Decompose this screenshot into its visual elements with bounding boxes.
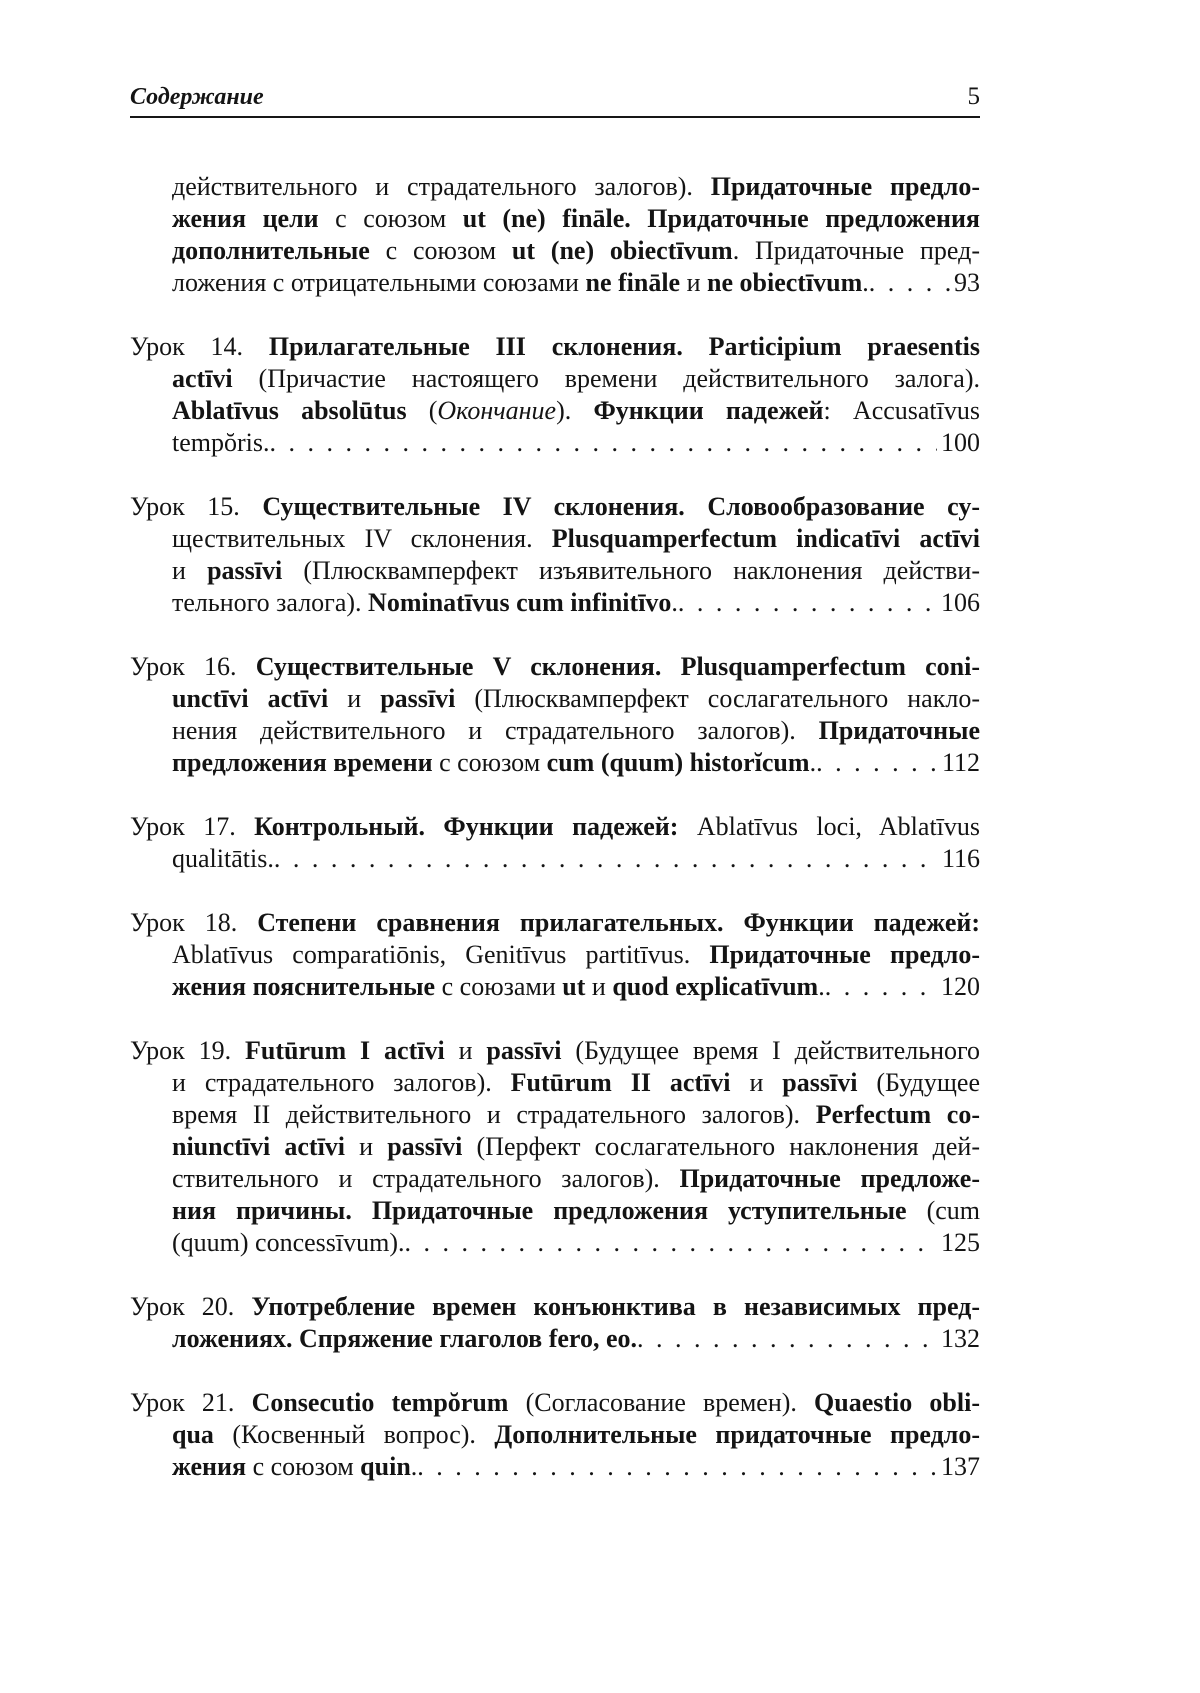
toc-line (130, 651, 980, 683)
lesson-label: Урок 14. (130, 332, 244, 361)
dot-leader (417, 1451, 937, 1483)
toc-bold-text: ne obiectīvum (707, 268, 863, 297)
toc-line-text (172, 267, 869, 299)
table-of-contents (130, 171, 980, 1515)
toc-text: ществительных IV склонения. (172, 524, 552, 553)
toc-bold-text: Контрольный. Функции падежей: (254, 812, 679, 841)
toc-entry (130, 1387, 980, 1483)
toc-line (130, 395, 980, 427)
toc-line (130, 1035, 980, 1067)
toc-text: и (328, 684, 381, 713)
toc-text: (Косвенный вопрос). (213, 1420, 495, 1449)
toc-line-text (172, 1451, 417, 1483)
toc-bold-text: passīvi (380, 684, 456, 713)
toc-text: (Плюсквамперфект изъявительного наклонения действи- (282, 556, 980, 585)
toc-bold-text: Придаточные предложе- (679, 1164, 980, 1193)
dot-leader (869, 267, 950, 299)
toc-bold-text: niunctīvi actīvi (172, 1132, 346, 1161)
toc-bold-text: passīvi (387, 1132, 463, 1161)
toc-text: Ablatīvus comparatiōnis, Genitīvus partitīvus. (172, 940, 710, 969)
toc-text: . (862, 268, 869, 297)
toc-text: ложения с отрицательными союзами (172, 268, 586, 297)
toc-page-number: 106 (941, 588, 980, 617)
toc-text: : Accusatīvus (823, 396, 980, 425)
toc-text: тельного залога). (172, 588, 369, 617)
toc-line (130, 1067, 980, 1099)
toc-text: и (585, 972, 613, 1001)
running-header (130, 80, 980, 118)
toc-text: и (680, 268, 708, 297)
toc-bold-text: cum (quum) historĭcum (546, 748, 810, 777)
toc-line (130, 331, 980, 363)
toc-line (130, 491, 980, 523)
toc-text: . (671, 588, 678, 617)
toc-text: ствительного и страдательного залогов). (172, 1164, 680, 1193)
toc-line (130, 1419, 980, 1451)
toc-entry (130, 1035, 980, 1259)
toc-bold-text: passīvi (207, 556, 283, 585)
dot-leader (274, 843, 938, 875)
toc-bold-text: actīvi (172, 364, 233, 393)
toc-line (130, 203, 980, 235)
toc-line (130, 1387, 980, 1419)
toc-line (130, 715, 980, 747)
toc-text: с союзами (435, 972, 563, 1001)
dot-leader (678, 587, 937, 619)
toc-text: (cum (906, 1196, 980, 1225)
toc-line (130, 171, 980, 203)
toc-text: нения действительного и страдательного залогов). (172, 716, 819, 745)
toc-text: с союзом (246, 1452, 361, 1481)
dot-leader (270, 427, 938, 459)
toc-entry (130, 1291, 980, 1355)
toc-text: (Перфект сослагательного наклонения дей- (462, 1132, 980, 1161)
toc-bold-text: Придаточные (818, 716, 980, 745)
toc-text: . (809, 748, 817, 777)
toc-bold-text: Nominatīvus cum infinitīvo (368, 588, 672, 617)
toc-text: qualitātis. (172, 844, 274, 873)
toc-text: и (444, 1036, 487, 1065)
toc-bold-text: ne fināle (585, 268, 681, 297)
toc-page-number: 100 (941, 428, 980, 457)
toc-bold-text: Plusquamperfectum indicatīvi actīvi (551, 524, 980, 553)
toc-bold-text: дополнительные (172, 236, 370, 265)
lesson-label: Урок 15. (130, 492, 240, 521)
toc-bold-text: жения пояснительные (172, 972, 436, 1001)
toc-text: . Придаточные пред- (732, 236, 980, 265)
toc-text: и (345, 1132, 388, 1161)
toc-line (130, 907, 980, 939)
toc-line-text (172, 1227, 405, 1259)
lesson-label: Урок 18. (130, 908, 238, 937)
toc-text: с союзом (369, 236, 512, 265)
toc-line (130, 1131, 980, 1163)
toc-line (130, 235, 980, 267)
toc-entry (130, 651, 980, 779)
toc-entry (130, 171, 980, 299)
toc-bold-text: предложения времени (172, 748, 433, 777)
toc-text: и (730, 1068, 783, 1097)
toc-bold-text: quin (360, 1452, 411, 1481)
toc-text: (Будущее время I действительного (561, 1036, 980, 1065)
running-title: Содержание (130, 84, 264, 110)
lesson-label: Урок 21. (130, 1388, 235, 1417)
toc-bold-text: Прилагательные III склонения. Participium praesentis (268, 332, 980, 361)
toc-bold-text: Придаточные предло- (709, 940, 980, 969)
toc-line (130, 1323, 980, 1355)
toc-text: с союзом (432, 748, 547, 777)
toc-text: (Причастие настоящего времени действительного залога). (232, 364, 980, 393)
toc-text: ). (556, 396, 594, 425)
toc-line (130, 267, 980, 299)
toc-bold-text: qua (172, 1420, 214, 1449)
toc-line (130, 971, 980, 1003)
toc-text: . (410, 1452, 418, 1481)
toc-bold-text: Существительные V склонения. Plusquamperfectum coni- (255, 652, 980, 681)
toc-line (130, 1099, 980, 1131)
toc-bold-text: Ablatīvus absolūtus (172, 396, 407, 425)
toc-bold-text: Степени сравнения прилагательных. Функции падежей: (257, 908, 980, 937)
toc-bold-text: Употребление времен конъюнктива в независимых пред- (251, 1292, 980, 1321)
toc-line (130, 1451, 980, 1483)
toc-text: (Плюсквамперфект сослагательного накло- (455, 684, 980, 713)
toc-entry (130, 331, 980, 459)
toc-line-text (172, 747, 816, 779)
toc-bold-text: жения (172, 1452, 247, 1481)
toc-bold-text: Придаточные предло- (710, 172, 980, 201)
toc-text: . (818, 972, 825, 1001)
toc-line (130, 811, 980, 843)
toc-line (130, 587, 980, 619)
toc-text: с союзом (318, 204, 463, 233)
toc-bold-text: quod explicatīvum (612, 972, 819, 1001)
toc-text: и (172, 556, 208, 585)
toc-bold-text: жения цели (172, 204, 319, 233)
toc-text: ( (406, 396, 438, 425)
page-number: 5 (967, 83, 980, 110)
toc-line (130, 843, 980, 875)
toc-page-number: 120 (941, 972, 980, 1001)
toc-line (130, 1291, 980, 1323)
toc-bold-text: ния причины. Придаточные предложения уступительные (172, 1196, 907, 1225)
toc-bold-text: Существительные IV склонения. Словообразование су- (262, 492, 980, 521)
toc-bold-text: passīvi (782, 1068, 858, 1097)
toc-bold-text: unctīvi actīvi (172, 684, 329, 713)
lesson-label: Урок 16. (130, 652, 237, 681)
toc-text: Ablatīvus loci, Ablatīvus (678, 812, 980, 841)
toc-line-text (172, 843, 274, 875)
toc-line (130, 747, 980, 779)
toc-text: (Будущее (857, 1068, 980, 1097)
toc-page-number: 112 (941, 748, 980, 777)
lesson-label: Урок 20. (130, 1292, 235, 1321)
toc-page-number: 125 (941, 1228, 980, 1257)
dot-leader (637, 1323, 937, 1355)
toc-page-number: 137 (941, 1452, 980, 1481)
toc-bold-text: Quaestio obli- (814, 1388, 980, 1417)
toc-line (130, 363, 980, 395)
toc-entry (130, 811, 980, 875)
toc-bold-text: ложениях. Спряжение глаголов fero, eo. (172, 1324, 638, 1353)
toc-text: действительного и страдательного залогов). (172, 172, 711, 201)
toc-italic-text: Окончание (437, 396, 557, 425)
dot-leader (825, 971, 937, 1003)
toc-line-text (172, 1323, 637, 1355)
toc-line (130, 427, 980, 459)
toc-bold-text: ut (562, 972, 586, 1001)
toc-bold-text: Дополнительные придаточные предло- (494, 1420, 980, 1449)
dot-leader (405, 1227, 937, 1259)
toc-text: (quum) concessīvum). (172, 1228, 405, 1257)
lesson-label: Урок 17. (130, 812, 236, 841)
toc-text: (Согласование времен). (508, 1388, 815, 1417)
toc-page-number: 116 (941, 844, 980, 873)
toc-bold-text: Функции падежей (593, 396, 824, 425)
toc-line (130, 939, 980, 971)
dot-leader (816, 747, 938, 779)
toc-bold-text: ut (ne) obiectīvum (511, 236, 733, 265)
toc-line-text (172, 587, 678, 619)
toc-line (130, 1195, 980, 1227)
toc-bold-text: Futūrum II actīvi (510, 1068, 731, 1097)
toc-line-text (172, 971, 825, 1003)
toc-page-number: 93 (954, 268, 980, 297)
toc-line (130, 683, 980, 715)
toc-line (130, 1163, 980, 1195)
toc-entry (130, 491, 980, 619)
toc-bold-text: ut (ne) fināle. Придаточные предложения (462, 204, 980, 233)
toc-text: и страдательного залогов). (172, 1068, 511, 1097)
toc-bold-text: Consecutio tempŏrum (251, 1388, 509, 1417)
toc-line (130, 555, 980, 587)
lesson-label: Урок 19. (130, 1036, 232, 1065)
toc-line-text (172, 427, 270, 459)
toc-line (130, 1227, 980, 1259)
toc-line (130, 523, 980, 555)
toc-bold-text: Perfectum co- (815, 1100, 980, 1129)
toc-entry (130, 907, 980, 1003)
toc-page-number: 132 (941, 1324, 980, 1353)
toc-bold-text: Futūrum I actīvi (245, 1036, 445, 1065)
toc-text: tempŏris. (172, 428, 270, 457)
toc-bold-text: passīvi (486, 1036, 562, 1065)
toc-text: время II действительного и страдательного залогов). (172, 1100, 816, 1129)
